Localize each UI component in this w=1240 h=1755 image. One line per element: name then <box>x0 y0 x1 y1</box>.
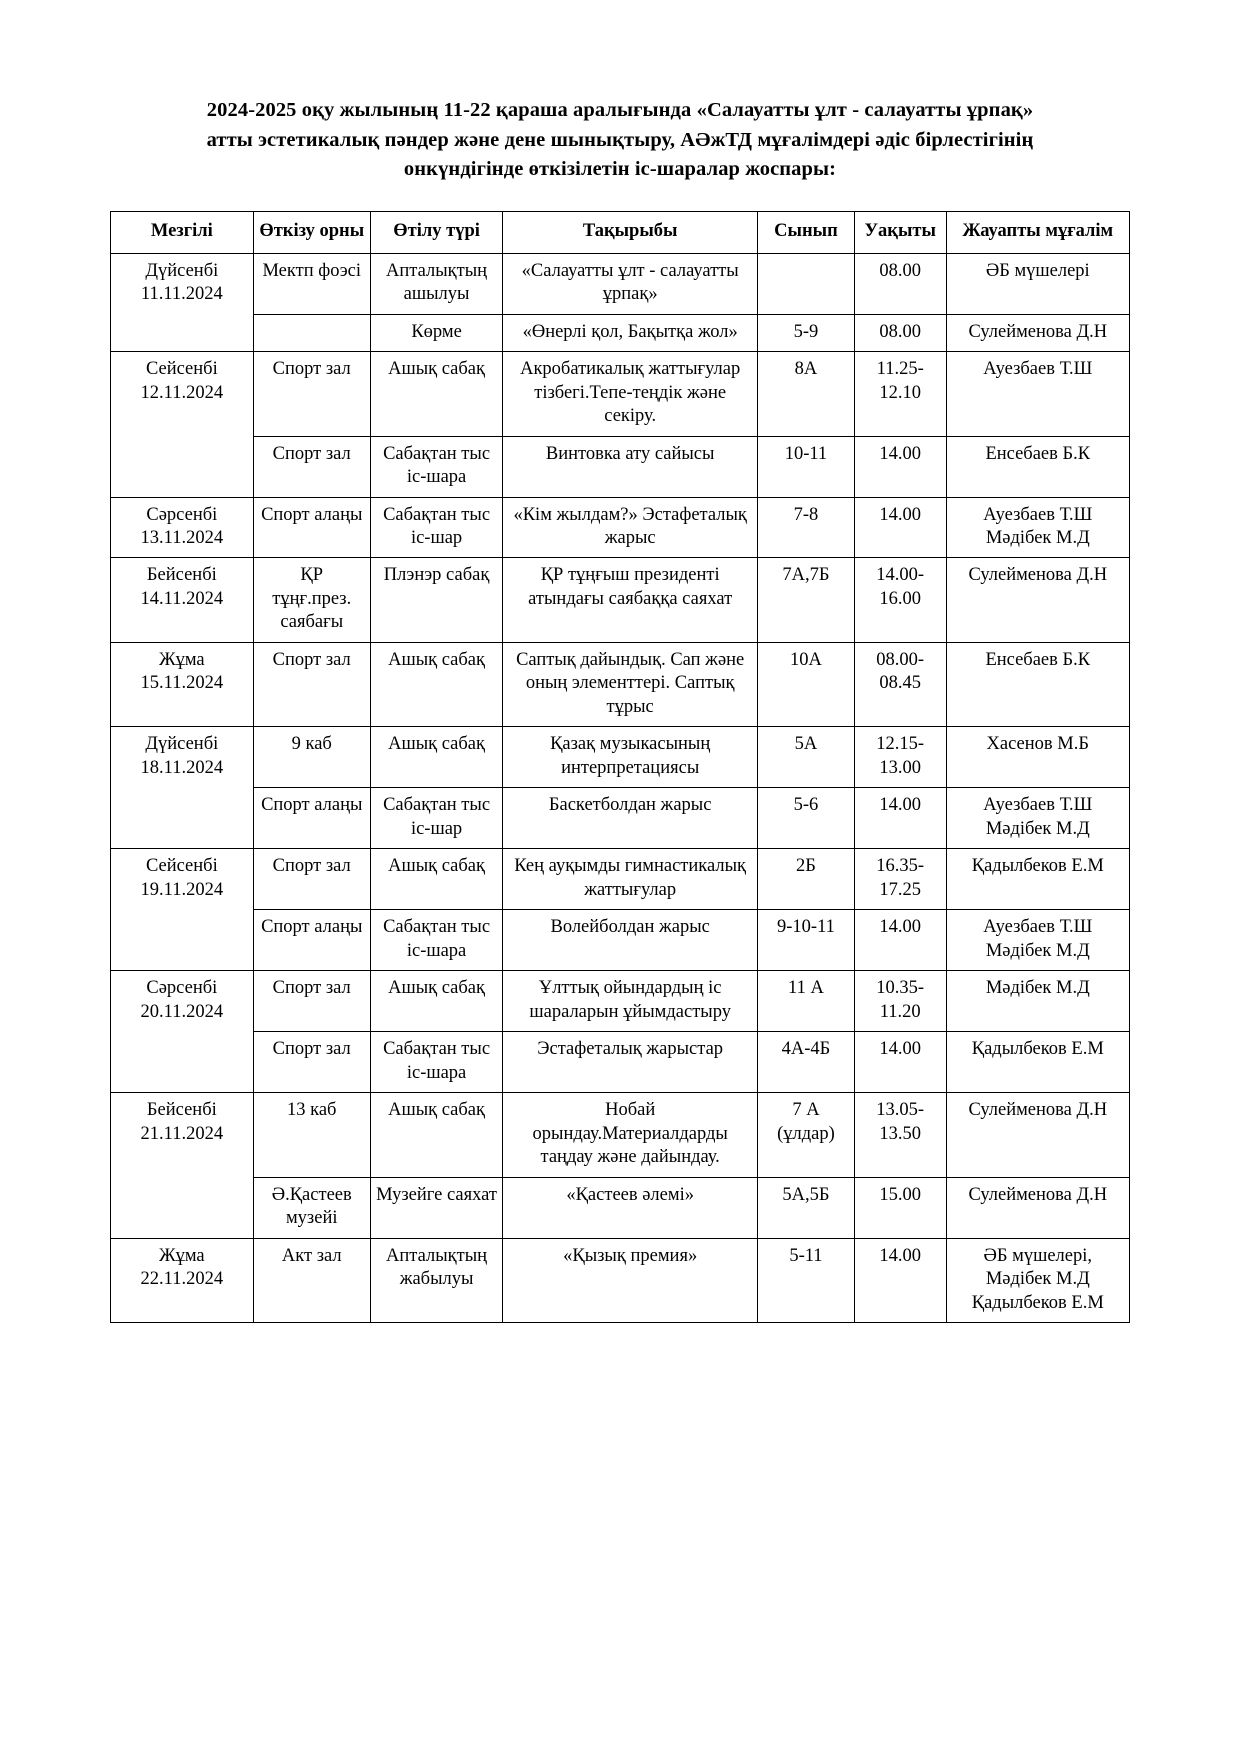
cell-type: Апталықтың ашылуы <box>370 253 502 314</box>
page-title <box>110 96 1130 185</box>
cell-topic: Саптық дайындық. Сап және оның элементтері. Саптық тұрыс <box>503 642 758 726</box>
cell-place: Спорт зал <box>253 971 370 1032</box>
cell-place: Мектп фоэсі <box>253 253 370 314</box>
column-header-topic: Тақырыбы <box>503 212 758 253</box>
table-row <box>111 558 1130 642</box>
cell-type: Сабақтан тыс іс-шара <box>370 436 502 497</box>
cell-place: Акт зал <box>253 1238 370 1322</box>
cell-time: 14.00 <box>854 436 946 497</box>
cell-date: Дүйсенбі 11.11.2024 <box>111 253 254 351</box>
cell-type: Сабақтан тыс іс-шара <box>370 910 502 971</box>
cell-time: 10.35-11.20 <box>854 971 946 1032</box>
cell-grade: 7А,7Б <box>758 558 855 642</box>
cell-date: Сәрсенбі 13.11.2024 <box>111 497 254 558</box>
table-row <box>111 849 1130 910</box>
cell-type: Сабақтан тыс іс-шар <box>370 788 502 849</box>
cell-time: 08.00 <box>854 253 946 314</box>
cell-grade: 4А-4Б <box>758 1032 855 1093</box>
cell-teacher: Енсебаев Б.К <box>946 436 1129 497</box>
cell-grade: 5-6 <box>758 788 855 849</box>
cell-time: 14.00 <box>854 1032 946 1093</box>
column-header-place: Өткізу орны <box>253 212 370 253</box>
cell-time: 14.00 <box>854 497 946 558</box>
cell-type: Музейге саяхат <box>370 1177 502 1238</box>
cell-time: 08.00 <box>854 314 946 351</box>
cell-date: Дүйсенбі 18.11.2024 <box>111 727 254 849</box>
cell-place: Ә.Қастеев музейі <box>253 1177 370 1238</box>
cell-type: Ашық сабақ <box>370 849 502 910</box>
cell-date: Бейсенбі 21.11.2024 <box>111 1093 254 1238</box>
cell-teacher: Ауезбаев Т.Ш <box>946 352 1129 436</box>
column-header-time: Уақыты <box>854 212 946 253</box>
cell-place: Спорт зал <box>253 436 370 497</box>
cell-date: Сәрсенбі 20.11.2024 <box>111 971 254 1093</box>
cell-topic: «Өнерлі қол, Бақытқа жол» <box>503 314 758 351</box>
table-row <box>111 436 1130 497</box>
cell-type: Ашық сабақ <box>370 971 502 1032</box>
cell-place: Спорт зал <box>253 1032 370 1093</box>
cell-topic: «Қызық премия» <box>503 1238 758 1322</box>
cell-teacher: Сулейменова Д.Н <box>946 558 1129 642</box>
cell-date: Бейсенбі 14.11.2024 <box>111 558 254 642</box>
cell-time: 08.00-08.45 <box>854 642 946 726</box>
table-row <box>111 1177 1130 1238</box>
table-row <box>111 497 1130 558</box>
cell-topic: Волейболдан жарыс <box>503 910 758 971</box>
cell-topic: «Қастеев әлемі» <box>503 1177 758 1238</box>
cell-place: Спорт зал <box>253 849 370 910</box>
cell-teacher: Хасенов М.Б <box>946 727 1129 788</box>
cell-date: Жұма 15.11.2024 <box>111 642 254 726</box>
table-row <box>111 352 1130 436</box>
cell-place: Спорт алаңы <box>253 788 370 849</box>
cell-type: Ашық сабақ <box>370 642 502 726</box>
table-row <box>111 1093 1130 1177</box>
table-row <box>111 788 1130 849</box>
table-row <box>111 971 1130 1032</box>
cell-teacher: Қадылбеков Е.М <box>946 1032 1129 1093</box>
cell-place: 9 каб <box>253 727 370 788</box>
cell-time: 14.00 <box>854 910 946 971</box>
table-row <box>111 910 1130 971</box>
cell-grade: 5-11 <box>758 1238 855 1322</box>
cell-grade: 7 А (ұлдар) <box>758 1093 855 1177</box>
cell-teacher: Сулейменова Д.Н <box>946 314 1129 351</box>
table-row <box>111 314 1130 351</box>
cell-place: Спорт алаңы <box>253 497 370 558</box>
page-title-line-2: атты эстетикалық пәндер және дене шынықтыру, АӘжТД мұғалімдері әдіс бірлестігінің <box>206 128 1034 151</box>
cell-type: Сабақтан тыс іс-шар <box>370 497 502 558</box>
column-header-date: Мезгілі <box>111 212 254 253</box>
cell-type: Плэнэр сабақ <box>370 558 502 642</box>
cell-topic: «Кім жылдам?» Эстафеталық жарыс <box>503 497 758 558</box>
cell-teacher: Қадылбеков Е.М <box>946 849 1129 910</box>
table-body <box>111 253 1130 1322</box>
table-header-row <box>111 212 1130 253</box>
cell-grade: 5А,5Б <box>758 1177 855 1238</box>
events-plan-table <box>110 211 1130 1323</box>
cell-grade: 11 А <box>758 971 855 1032</box>
cell-time: 14.00-16.00 <box>854 558 946 642</box>
table-row <box>111 727 1130 788</box>
cell-teacher: Сулейменова Д.Н <box>946 1093 1129 1177</box>
cell-place: ҚР тұңғ.през. саябағы <box>253 558 370 642</box>
cell-type: Сабақтан тыс іс-шара <box>370 1032 502 1093</box>
cell-time: 15.00 <box>854 1177 946 1238</box>
page-title-line-3: онкүндігінде өткізілетін іс-шаралар жоспары: <box>403 158 837 181</box>
cell-grade: 10-11 <box>758 436 855 497</box>
cell-type: Апталықтың жабылуы <box>370 1238 502 1322</box>
cell-topic: «Салауатты ұлт - салауатты ұрпақ» <box>503 253 758 314</box>
cell-type: Ашық сабақ <box>370 727 502 788</box>
cell-type: Ашық сабақ <box>370 352 502 436</box>
table-row <box>111 1238 1130 1322</box>
cell-date: Жұма 22.11.2024 <box>111 1238 254 1322</box>
cell-topic: Винтовка ату сайысы <box>503 436 758 497</box>
cell-place: Спорт зал <box>253 352 370 436</box>
column-header-type: Өтілу түрі <box>370 212 502 253</box>
cell-teacher: Ауезбаев Т.Ш Мәдібек М.Д <box>946 788 1129 849</box>
cell-topic: Нобай орындау.Материалдарды таңдау және дайындау. <box>503 1093 758 1177</box>
cell-topic: Баскетболдан жарыс <box>503 788 758 849</box>
cell-teacher: ӘБ мүшелері <box>946 253 1129 314</box>
cell-grade: 7-8 <box>758 497 855 558</box>
cell-topic: Эстафеталық жарыстар <box>503 1032 758 1093</box>
cell-grade: 5А <box>758 727 855 788</box>
cell-teacher: Мәдібек М.Д <box>946 971 1129 1032</box>
column-header-grade: Сынып <box>758 212 855 253</box>
table-row <box>111 253 1130 314</box>
cell-grade: 5-9 <box>758 314 855 351</box>
cell-place: Спорт алаңы <box>253 910 370 971</box>
cell-grade: 2Б <box>758 849 855 910</box>
cell-place: Спорт зал <box>253 642 370 726</box>
cell-topic: ҚР тұңғыш президенті атындағы саябаққа саяхат <box>503 558 758 642</box>
cell-place <box>253 314 370 351</box>
cell-grade <box>758 253 855 314</box>
cell-topic: Қазақ музыкасының интерпретациясы <box>503 727 758 788</box>
cell-time: 12.15-13.00 <box>854 727 946 788</box>
cell-grade: 8А <box>758 352 855 436</box>
table-header <box>111 212 1130 253</box>
cell-time: 14.00 <box>854 1238 946 1322</box>
cell-time: 16.35-17.25 <box>854 849 946 910</box>
column-header-teacher: Жауапты мұғалім <box>946 212 1129 253</box>
cell-place: 13 каб <box>253 1093 370 1177</box>
cell-type: Көрме <box>370 314 502 351</box>
cell-date: Сейсенбі 19.11.2024 <box>111 849 254 971</box>
cell-date: Сейсенбі 12.11.2024 <box>111 352 254 497</box>
cell-topic: Акробатикалық жаттығулар тізбегі.Тепе-теңдік және секіру. <box>503 352 758 436</box>
cell-teacher: ӘБ мүшелері, Мәдібек М.Д Қадылбеков Е.М <box>946 1238 1129 1322</box>
cell-time: 14.00 <box>854 788 946 849</box>
cell-teacher: Сулейменова Д.Н <box>946 1177 1129 1238</box>
cell-teacher: Енсебаев Б.К <box>946 642 1129 726</box>
cell-time: 13.05-13.50 <box>854 1093 946 1177</box>
cell-type: Ашық сабақ <box>370 1093 502 1177</box>
page-title-line-1: 2024-2025 оқу жылының 11-22 қараша аралығында «Салауатты ұлт - салауатты ұрпақ» <box>206 99 1034 121</box>
cell-teacher: Ауезбаев Т.Ш Мәдібек М.Д <box>946 910 1129 971</box>
cell-topic: Ұлттық ойындардың іс шараларын ұйымдастыру <box>503 971 758 1032</box>
cell-topic: Кең ауқымды гимнастикалық жаттығулар <box>503 849 758 910</box>
cell-teacher: Ауезбаев Т.Ш Мәдібек М.Д <box>946 497 1129 558</box>
table-row <box>111 642 1130 726</box>
cell-grade: 9-10-11 <box>758 910 855 971</box>
table-row <box>111 1032 1130 1093</box>
cell-grade: 10А <box>758 642 855 726</box>
cell-time: 11.25-12.10 <box>854 352 946 436</box>
